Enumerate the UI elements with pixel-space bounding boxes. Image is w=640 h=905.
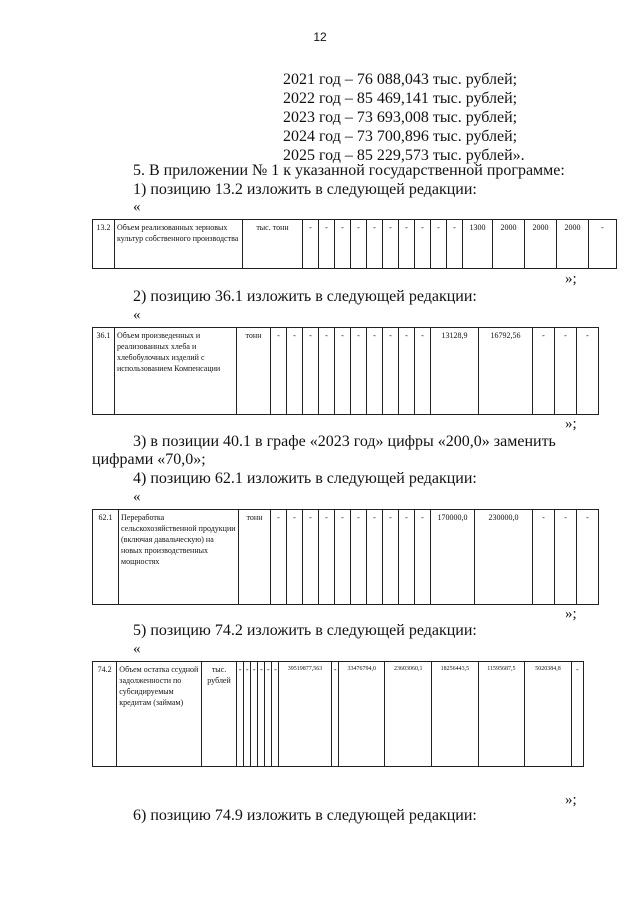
open-quote: « bbox=[133, 307, 141, 323]
value-cell: - bbox=[383, 510, 399, 605]
close-quote: »; bbox=[565, 606, 577, 622]
item-6: 6) позицию 74.9 изложить в следующей редакции: bbox=[133, 807, 477, 824]
value-cell: - bbox=[287, 328, 303, 415]
item-5: 5) позицию 74.2 изложить в следующей редакции: bbox=[133, 622, 477, 639]
value-cell: 23603060,1 bbox=[385, 662, 432, 767]
value-cell: 13128,9 bbox=[431, 328, 479, 415]
value-cell: - bbox=[415, 510, 431, 605]
value-cell: 170000,0 bbox=[431, 510, 475, 605]
value-cell: - bbox=[555, 328, 577, 415]
position-cell: 74.2 bbox=[93, 662, 117, 767]
open-quote: « bbox=[133, 489, 141, 505]
item-3-line-2: цифрами «70,0»; bbox=[92, 451, 206, 468]
value-cell: 230000,0 bbox=[475, 510, 533, 605]
budget-line: 2021 год – 76 088,043 тыс. рублей; bbox=[283, 71, 518, 88]
position-cell: 62.1 bbox=[93, 510, 119, 605]
value-cell: - bbox=[533, 510, 555, 605]
table-row bbox=[93, 220, 617, 269]
value-cell: - bbox=[383, 220, 399, 269]
table-row bbox=[93, 510, 599, 605]
unit-cell: тыс. тонн bbox=[243, 220, 303, 269]
value-cell: - bbox=[335, 510, 351, 605]
table-row bbox=[93, 662, 584, 767]
value-cell: 2000 bbox=[493, 220, 525, 269]
description-cell: Переработка сельскохозяйственной продукции (включая давальческую) на новых производственных мощностях bbox=[119, 510, 239, 605]
value-cell: - bbox=[351, 328, 367, 415]
description-cell: Объем произведенных и реализованных хлеба и хлебобулочных изделий с использованием Компенсации bbox=[115, 328, 237, 415]
table-position-36-1 bbox=[92, 327, 599, 415]
item-2: 2) позицию 36.1 изложить в следующей редакции: bbox=[133, 288, 477, 305]
value-cell: - bbox=[367, 220, 383, 269]
position-cell: 36.1 bbox=[93, 328, 115, 415]
budget-line: 2024 год – 73 700,896 тыс. рублей; bbox=[283, 128, 518, 145]
table-position-13-2 bbox=[92, 219, 617, 269]
value-cell: - bbox=[271, 328, 287, 415]
close-quote: »; bbox=[565, 792, 577, 808]
value-cell: - bbox=[331, 662, 338, 767]
value-cell: - bbox=[335, 220, 351, 269]
value-cell: - bbox=[351, 510, 367, 605]
value-cell: - bbox=[287, 510, 303, 605]
value-cell: - bbox=[431, 220, 447, 269]
value-cell: - bbox=[415, 220, 431, 269]
value-cell: 2000 bbox=[525, 220, 557, 269]
value-cell: - bbox=[447, 220, 463, 269]
value-cell: - bbox=[303, 510, 319, 605]
open-quote: « bbox=[133, 641, 141, 657]
value-cell: - bbox=[351, 220, 367, 269]
item-3-line-1: 3) в позиции 40.1 в графе «2023 год» цифры «200,0» заменить bbox=[133, 433, 556, 450]
value-cell: 1300 bbox=[463, 220, 493, 269]
value-cell: 39519877,563 bbox=[279, 662, 332, 767]
unit-cell: тонн bbox=[239, 510, 271, 605]
value-cell: - bbox=[571, 662, 583, 767]
page-number: 12 bbox=[313, 30, 327, 44]
value-cell: 2000 bbox=[557, 220, 589, 269]
value-cell: - bbox=[257, 662, 264, 767]
description-cell: Объем остатка ссудной задолженности по субсидируемым кредитам (займам) bbox=[117, 662, 202, 767]
value-cell: - bbox=[383, 328, 399, 415]
value-cell: 16792,56 bbox=[479, 328, 533, 415]
value-cell: - bbox=[319, 220, 335, 269]
value-cell: 18256443,5 bbox=[432, 662, 479, 767]
value-cell: - bbox=[243, 662, 250, 767]
item-4: 4) позицию 62.1 изложить в следующей редакции: bbox=[133, 470, 477, 487]
value-cell: - bbox=[272, 662, 279, 767]
value-cell: - bbox=[589, 220, 617, 269]
item-1: 1) позицию 13.2 изложить в следующей редакции: bbox=[133, 181, 477, 198]
table-position-74-2 bbox=[92, 661, 584, 767]
close-quote: »; bbox=[565, 271, 577, 287]
value-cell: - bbox=[399, 328, 415, 415]
value-cell: - bbox=[367, 328, 383, 415]
unit-cell: тонн bbox=[237, 328, 271, 415]
budget-list bbox=[283, 70, 525, 165]
value-cell: - bbox=[319, 510, 335, 605]
paragraph-5: 5. В приложении № 1 к указанной государственной программе: bbox=[133, 162, 565, 179]
value-cell: - bbox=[303, 328, 319, 415]
value-cell: - bbox=[265, 662, 272, 767]
close-quote: »; bbox=[565, 416, 577, 432]
value-cell: - bbox=[271, 510, 287, 605]
position-cell: 13.2 bbox=[93, 220, 115, 269]
budget-line: 2023 год – 73 693,008 тыс. рублей; bbox=[283, 109, 518, 126]
value-cell: - bbox=[236, 662, 243, 767]
value-cell: - bbox=[555, 510, 577, 605]
open-quote: « bbox=[133, 199, 141, 215]
value-cell: - bbox=[335, 328, 351, 415]
value-cell: - bbox=[319, 328, 335, 415]
value-cell: - bbox=[399, 510, 415, 605]
value-cell: - bbox=[577, 328, 599, 415]
value-cell: - bbox=[250, 662, 257, 767]
value-cell: - bbox=[367, 510, 383, 605]
value-cell: - bbox=[399, 220, 415, 269]
description-cell: Объем реализованных зерновых культур собственного производства bbox=[115, 220, 243, 269]
budget-line: 2022 год – 85 469,141 тыс. рублей; bbox=[283, 90, 518, 107]
value-cell: 33476794,0 bbox=[338, 662, 385, 767]
budget-line: 2025 год – 85 229,573 тыс. рублей». bbox=[283, 147, 525, 164]
unit-cell: тыс. рублей bbox=[202, 662, 236, 767]
value-cell: - bbox=[533, 328, 555, 415]
value-cell: 5020384,8 bbox=[525, 662, 572, 767]
table-row bbox=[93, 328, 599, 415]
value-cell: - bbox=[415, 328, 431, 415]
value-cell: 11595687,5 bbox=[478, 662, 525, 767]
value-cell: - bbox=[303, 220, 319, 269]
value-cell: - bbox=[577, 510, 599, 605]
table-position-62-1 bbox=[92, 509, 599, 605]
